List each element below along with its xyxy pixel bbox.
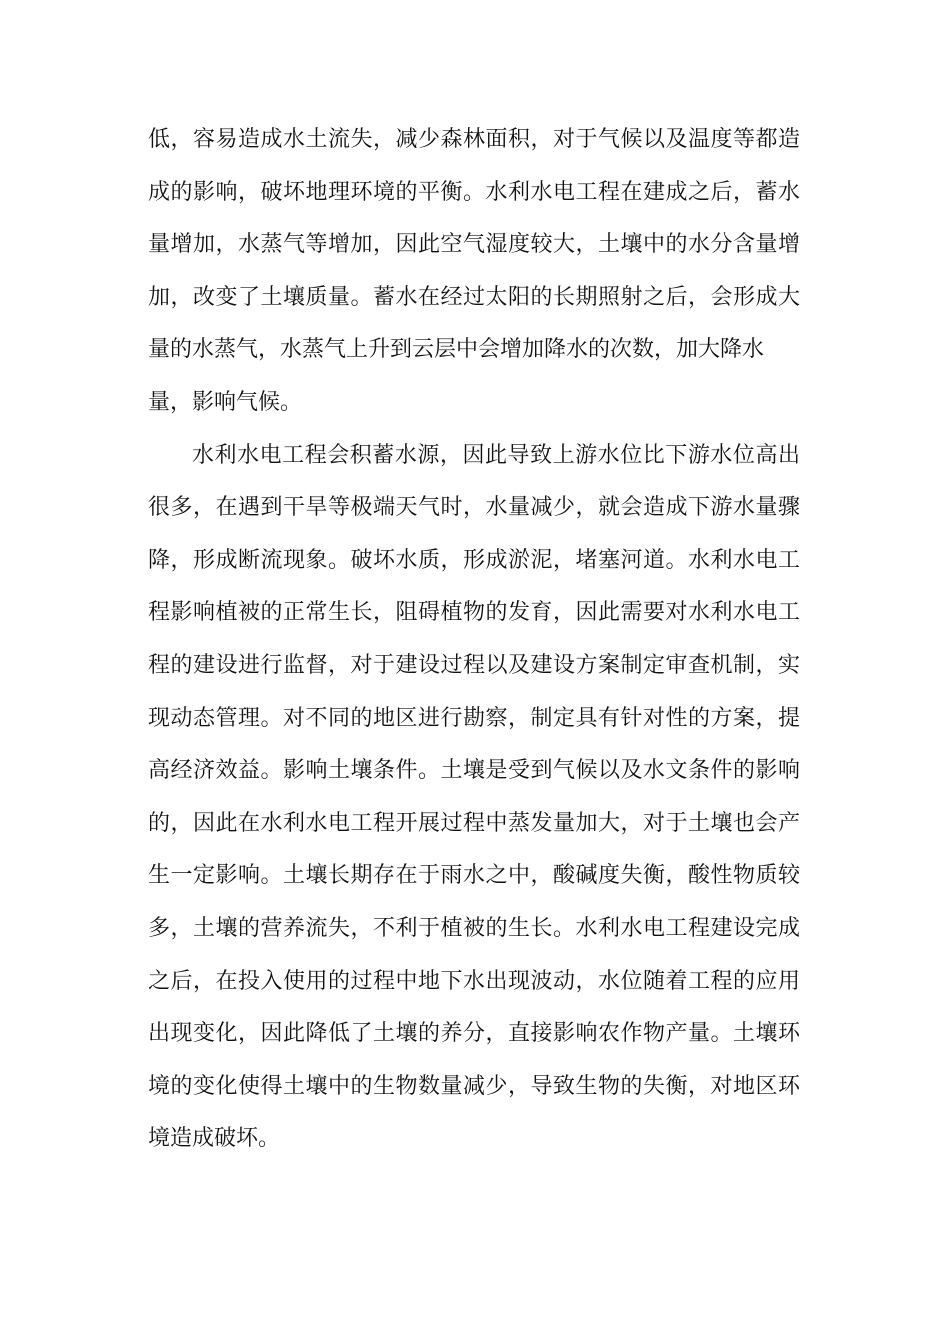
paragraph-1-line-1: 低，容易造成水土流失，减少森林面积，对于气候以及温度等都造 xyxy=(148,127,800,152)
paragraph-2-line-9: 生一定影响。土壤长期存在于雨水之中，酸碱度失衡，酸性物质较 xyxy=(148,863,800,889)
paragraph-1-line-2: 成的影响，破坏地理环境的平衡。水利水电工程在建成之后，蓄水 xyxy=(148,179,800,205)
paragraph-2-line-10: 多，土壤的营养流失，不利于植被的生长。水利水电工程建设完成 xyxy=(148,915,800,941)
paragraph-2-line-6: 现动态管理。对不同的地区进行勘察，制定具有针对性的方案，提 xyxy=(148,705,800,731)
paragraph-2-line-2: 很多，在遇到干旱等极端天气时，水量减少，就会造成下游水量骤 xyxy=(148,495,800,521)
paragraph-1 xyxy=(148,114,800,430)
paragraph-2-line-1: 水利水电工程会积蓄水源，因此导致上游水位比下游水位高出 xyxy=(192,442,800,468)
paragraph-1-line-5: 量的水蒸气，水蒸气上升到云层中会增加降水的次数，加大降水 xyxy=(148,337,765,363)
body-text xyxy=(148,114,800,1166)
paragraph-1-line-4: 加，改变了土壤质量。蓄水在经过太阳的长期照射之后，会形成大 xyxy=(148,284,800,310)
paragraph-2 xyxy=(148,430,800,1166)
paragraph-1-line-6: 量，影响气候。 xyxy=(148,389,303,415)
paragraph-2-line-7: 高经济效益。影响土壤条件。土壤是受到气候以及水文条件的影响 xyxy=(148,758,800,784)
paragraph-2-line-3: 降，形成断流现象。破坏水质，形成淤泥，堵塞河道。水利水电工 xyxy=(148,547,800,573)
paragraph-1-line-3: 量增加，水蒸气等增加，因此空气湿度较大，土壤中的水分含量增 xyxy=(148,232,800,258)
paragraph-2-line-12: 出现变化，因此降低了土壤的养分，直接影响农作物产量。土壤环 xyxy=(148,1021,800,1047)
paragraph-2-line-8: 的，因此在水利水电工程开展过程中蒸发量加大，对于土壤也会产 xyxy=(148,810,800,836)
paragraph-2-line-14: 境造成破坏。 xyxy=(148,1126,281,1152)
paragraph-2-line-4: 程影响植被的正常生长，阻碍植物的发育，因此需要对水利水电工 xyxy=(148,600,800,626)
paragraph-2-line-11: 之后，在投入使用的过程中地下水出现波动，水位随着工程的应用 xyxy=(148,968,800,994)
paragraph-2-line-13: 境的变化使得土壤中的生物数量减少，导致生物的失衡，对地区环 xyxy=(148,1073,800,1099)
paragraph-2-line-5: 程的建设进行监督，对于建设过程以及建设方案制定审查机制，实 xyxy=(148,652,800,678)
